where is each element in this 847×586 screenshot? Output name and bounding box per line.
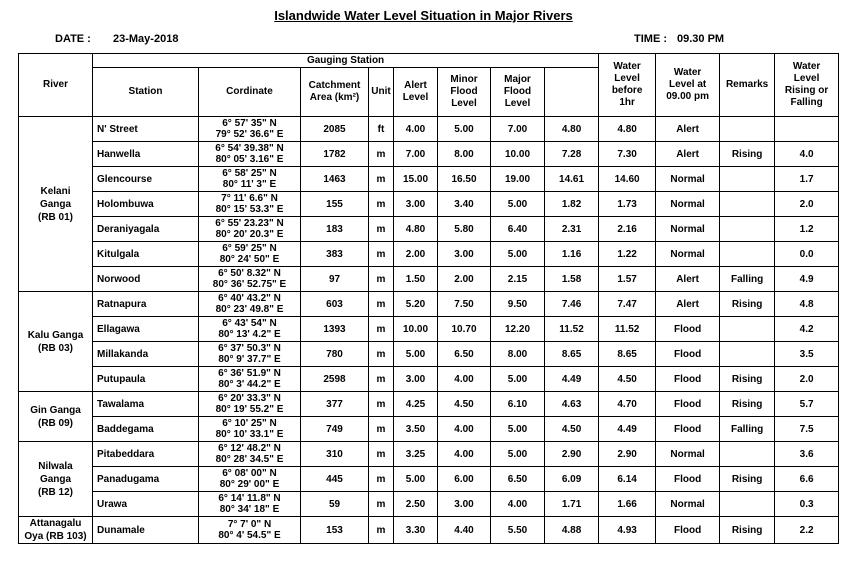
table-row xyxy=(19,417,839,442)
alert-level: 2.50 xyxy=(394,492,438,517)
remarks: Flood xyxy=(656,517,720,544)
major-flood-level: 5.00 xyxy=(491,442,545,467)
station-coordinate: 7° 11' 6.6" N 80° 15' 53.3" E xyxy=(199,192,301,217)
station-coordinate: 6° 08' 00" N 80° 29' 00" E xyxy=(199,467,301,492)
level-at-0900: 2.90 xyxy=(599,442,656,467)
rainfall-6hrs: 4.9 xyxy=(775,267,839,292)
catchment-area: 1782 xyxy=(301,142,369,167)
remarks: Flood xyxy=(656,367,720,392)
alert-level: 3.00 xyxy=(394,367,438,392)
station-coordinate: 6° 12' 48.2" N 80° 28' 34.5" E xyxy=(199,442,301,467)
rising-falling xyxy=(720,492,775,517)
table-row xyxy=(19,267,839,292)
rising-falling: Rising xyxy=(720,292,775,317)
unit: m xyxy=(369,142,394,167)
level-at-0900: 1.73 xyxy=(599,192,656,217)
level-at-0900: 7.30 xyxy=(599,142,656,167)
catchment-area: 97 xyxy=(301,267,369,292)
water-level-table xyxy=(18,53,839,544)
unit: m xyxy=(369,242,394,267)
table-row xyxy=(19,117,839,142)
level-before-1hr: 7.46 xyxy=(545,292,599,317)
minor-flood-level: 3.00 xyxy=(438,242,491,267)
table-row xyxy=(19,392,839,417)
rising-falling xyxy=(720,317,775,342)
table-row xyxy=(19,467,839,492)
station-coordinate: 6° 50' 8.32" N 80° 36' 52.75" E xyxy=(199,267,301,292)
river-name: Kalu Ganga (RB 03) xyxy=(19,292,93,392)
minor-flood-level: 4.00 xyxy=(438,442,491,467)
table-row xyxy=(19,142,839,167)
station-coordinate: 6° 36' 51.9" N 80° 3' 44.2" E xyxy=(199,367,301,392)
remarks: Alert xyxy=(656,117,720,142)
level-at-0900: 4.50 xyxy=(599,367,656,392)
station-name: Pitabeddara xyxy=(93,442,199,467)
rising-falling xyxy=(720,217,775,242)
major-flood-level: 5.00 xyxy=(491,192,545,217)
unit: m xyxy=(369,167,394,192)
rising-falling: Rising xyxy=(720,367,775,392)
rainfall-6hrs: 3.5 xyxy=(775,342,839,367)
level-at-0900: 14.60 xyxy=(599,167,656,192)
rising-falling: Falling xyxy=(720,267,775,292)
rising-falling xyxy=(720,167,775,192)
level-before-1hr: 1.16 xyxy=(545,242,599,267)
unit: m xyxy=(369,467,394,492)
unit: m xyxy=(369,192,394,217)
remarks: Flood xyxy=(656,392,720,417)
level-before-1hr: 1.71 xyxy=(545,492,599,517)
minor-flood-level: 8.00 xyxy=(438,142,491,167)
unit: m xyxy=(369,392,394,417)
alert-level: 2.00 xyxy=(394,242,438,267)
major-flood-level: 5.50 xyxy=(491,517,545,544)
major-flood-level: 7.00 xyxy=(491,117,545,142)
unit: m xyxy=(369,417,394,442)
unit: m xyxy=(369,217,394,242)
level-before-1hr: 4.80 xyxy=(545,117,599,142)
minor-flood-level: 6.50 xyxy=(438,342,491,367)
major-flood-level: 5.00 xyxy=(491,242,545,267)
catchment-area: 310 xyxy=(301,442,369,467)
station-coordinate: 6° 59' 25" N 80° 24' 50" E xyxy=(199,242,301,267)
level-before-1hr: 1.82 xyxy=(545,192,599,217)
col-coordinate: Cordinate xyxy=(199,68,301,117)
alert-level: 4.25 xyxy=(394,392,438,417)
minor-flood-level: 4.00 xyxy=(438,417,491,442)
col-catchment: Catchment Area (km²) xyxy=(301,68,369,117)
level-at-0900: 1.22 xyxy=(599,242,656,267)
table-row xyxy=(19,317,839,342)
level-at-0900: 1.57 xyxy=(599,267,656,292)
remarks: Normal xyxy=(656,442,720,467)
unit: m xyxy=(369,442,394,467)
level-before-1hr: 4.49 xyxy=(545,367,599,392)
rising-falling: Rising xyxy=(720,467,775,492)
station-name: Dunamale xyxy=(93,517,199,544)
catchment-area: 183 xyxy=(301,217,369,242)
major-flood-level: 10.00 xyxy=(491,142,545,167)
level-before-1hr: 14.61 xyxy=(545,167,599,192)
major-flood-level: 4.00 xyxy=(491,492,545,517)
rising-falling: Rising xyxy=(720,517,775,544)
rainfall-6hrs xyxy=(775,117,839,142)
remarks: Flood xyxy=(656,317,720,342)
rising-falling: Rising xyxy=(720,142,775,167)
minor-flood-level: 7.50 xyxy=(438,292,491,317)
station-name: Norwood xyxy=(93,267,199,292)
rainfall-6hrs: 2.0 xyxy=(775,367,839,392)
rainfall-6hrs: 0.0 xyxy=(775,242,839,267)
level-at-0900: 4.93 xyxy=(599,517,656,544)
alert-level: 15.00 xyxy=(394,167,438,192)
remarks: Alert xyxy=(656,292,720,317)
alert-level: 5.00 xyxy=(394,342,438,367)
station-coordinate: 6° 40' 43.2" N 80° 23' 49.8" E xyxy=(199,292,301,317)
rainfall-6hrs: 2.2 xyxy=(775,517,839,544)
unit: m xyxy=(369,292,394,317)
major-flood-level: 12.20 xyxy=(491,317,545,342)
major-flood-level: 8.00 xyxy=(491,342,545,367)
station-coordinate: 6° 57' 35" N 79° 52' 36.6" E xyxy=(199,117,301,142)
rising-falling xyxy=(720,192,775,217)
station-coordinate: 6° 43' 54" N 80° 13' 4.2" E xyxy=(199,317,301,342)
level-at-0900: 7.47 xyxy=(599,292,656,317)
table-row xyxy=(19,342,839,367)
col-rising-falling: Water Level Rising or Falling xyxy=(775,54,839,117)
level-before-1hr: 1.58 xyxy=(545,267,599,292)
level-at-0900: 4.70 xyxy=(599,392,656,417)
catchment-area: 1463 xyxy=(301,167,369,192)
catchment-area: 2085 xyxy=(301,117,369,142)
catchment-area: 445 xyxy=(301,467,369,492)
minor-flood-level: 16.50 xyxy=(438,167,491,192)
catchment-area: 1393 xyxy=(301,317,369,342)
rising-falling xyxy=(720,117,775,142)
alert-level: 7.00 xyxy=(394,142,438,167)
major-flood-level: 9.50 xyxy=(491,292,545,317)
alert-level: 3.30 xyxy=(394,517,438,544)
station-name: Baddegama xyxy=(93,417,199,442)
alert-level: 3.50 xyxy=(394,417,438,442)
table-body xyxy=(19,117,839,544)
alert-level: 3.25 xyxy=(394,442,438,467)
unit: m xyxy=(369,367,394,392)
remarks: Alert xyxy=(656,267,720,292)
time-label: TIME : xyxy=(634,33,667,45)
river-name: Kelani Ganga (RB 01) xyxy=(19,117,93,292)
catchment-area: 780 xyxy=(301,342,369,367)
remarks: Flood xyxy=(656,417,720,442)
minor-flood-level: 3.00 xyxy=(438,492,491,517)
level-before-1hr: 4.50 xyxy=(545,417,599,442)
station-name: Millakanda xyxy=(93,342,199,367)
station-name: Ellagawa xyxy=(93,317,199,342)
remarks: Normal xyxy=(656,192,720,217)
report-date: 23-May-2018 xyxy=(113,33,179,45)
catchment-area: 155 xyxy=(301,192,369,217)
river-name: Nilwala Ganga (RB 12) xyxy=(19,442,93,517)
col-unit: Unit xyxy=(369,68,394,117)
report-time: 09.30 PM xyxy=(677,33,725,45)
level-at-0900: 4.49 xyxy=(599,417,656,442)
remarks: Normal xyxy=(656,217,720,242)
level-before-1hr: 4.63 xyxy=(545,392,599,417)
alert-level: 5.00 xyxy=(394,467,438,492)
unit: m xyxy=(369,342,394,367)
major-flood-level: 6.10 xyxy=(491,392,545,417)
rising-falling: Rising xyxy=(720,392,775,417)
minor-flood-level: 5.80 xyxy=(438,217,491,242)
table-row xyxy=(19,242,839,267)
station-name: Kitulgala xyxy=(93,242,199,267)
rainfall-6hrs: 4.2 xyxy=(775,317,839,342)
station-name: Hanwella xyxy=(93,142,199,167)
station-coordinate: 6° 10' 25" N 80° 10' 33.1" E xyxy=(199,417,301,442)
major-flood-level: 6.40 xyxy=(491,217,545,242)
level-at-0900: 1.66 xyxy=(599,492,656,517)
station-coordinate: 7° 7' 0" N 80° 4' 54.5" E xyxy=(199,517,301,544)
rainfall-6hrs: 5.7 xyxy=(775,392,839,417)
catchment-area: 59 xyxy=(301,492,369,517)
rainfall-6hrs: 1.7 xyxy=(775,167,839,192)
station-name: Tawalama xyxy=(93,392,199,417)
station-coordinate: 6° 20' 33.3" N 80° 19' 55.2" E xyxy=(199,392,301,417)
level-before-1hr: 6.09 xyxy=(545,467,599,492)
minor-flood-level: 6.00 xyxy=(438,467,491,492)
major-flood-level: 2.15 xyxy=(491,267,545,292)
minor-flood-level: 4.40 xyxy=(438,517,491,544)
level-at-0900: 11.52 xyxy=(599,317,656,342)
station-coordinate: 6° 58' 25" N 80° 11' 3" E xyxy=(199,167,301,192)
alert-level: 4.00 xyxy=(394,117,438,142)
unit: m xyxy=(369,517,394,544)
col-major-flood: Major Flood Level xyxy=(491,68,545,117)
station-name: Glencourse xyxy=(93,167,199,192)
level-before-1hr: 7.28 xyxy=(545,142,599,167)
major-flood-level: 19.00 xyxy=(491,167,545,192)
alert-level: 3.00 xyxy=(394,192,438,217)
station-name: Panadugama xyxy=(93,467,199,492)
level-at-0900: 2.16 xyxy=(599,217,656,242)
alert-level: 10.00 xyxy=(394,317,438,342)
level-before-1hr: 2.31 xyxy=(545,217,599,242)
col-minor-flood: Minor Flood Level xyxy=(438,68,491,117)
catchment-area: 377 xyxy=(301,392,369,417)
table-row xyxy=(19,192,839,217)
rainfall-6hrs: 6.6 xyxy=(775,467,839,492)
col-level-at: Water Level at 09.00 pm xyxy=(656,54,720,117)
minor-flood-level: 4.00 xyxy=(438,367,491,392)
table-row xyxy=(19,442,839,467)
remarks: Normal xyxy=(656,242,720,267)
alert-level: 4.80 xyxy=(394,217,438,242)
remarks: Normal xyxy=(656,167,720,192)
major-flood-level: 6.50 xyxy=(491,467,545,492)
river-name: Gin Ganga (RB 09) xyxy=(19,392,93,442)
rainfall-6hrs: 4.8 xyxy=(775,292,839,317)
report-title: Islandwide Water Level Situation in Major Rivers xyxy=(274,8,573,23)
minor-flood-level: 4.50 xyxy=(438,392,491,417)
col-remarks: Remarks xyxy=(720,54,775,117)
station-name: Urawa xyxy=(93,492,199,517)
station-name: Holombuwa xyxy=(93,192,199,217)
station-name: Deraniyagala xyxy=(93,217,199,242)
table-row xyxy=(19,167,839,192)
level-at-0900: 6.14 xyxy=(599,467,656,492)
table-row xyxy=(19,517,839,544)
col-alert-level: Alert Level xyxy=(394,68,438,117)
remarks: Alert xyxy=(656,142,720,167)
table-row xyxy=(19,292,839,317)
alert-level: 5.20 xyxy=(394,292,438,317)
rainfall-6hrs: 3.6 xyxy=(775,442,839,467)
river-name: Attanagalu Oya (RB 103) xyxy=(19,517,93,544)
table-row xyxy=(19,492,839,517)
level-at-0900: 8.65 xyxy=(599,342,656,367)
rainfall-6hrs: 2.0 xyxy=(775,192,839,217)
remarks: Flood xyxy=(656,467,720,492)
level-before-1hr: 8.65 xyxy=(545,342,599,367)
catchment-area: 2598 xyxy=(301,367,369,392)
major-flood-level: 5.00 xyxy=(491,417,545,442)
col-gauging-station: Gauging Station xyxy=(93,54,599,68)
col-level-before: Water Level before 1hr xyxy=(599,54,656,117)
unit: m xyxy=(369,492,394,517)
station-name: Ratnapura xyxy=(93,292,199,317)
catchment-area: 603 xyxy=(301,292,369,317)
table-row xyxy=(19,367,839,392)
station-coordinate: 6° 37' 50.3" N 80° 9' 37.7" E xyxy=(199,342,301,367)
unit: m xyxy=(369,267,394,292)
station-name: Putupaula xyxy=(93,367,199,392)
rainfall-6hrs: 0.3 xyxy=(775,492,839,517)
unit: ft xyxy=(369,117,394,142)
rainfall-6hrs: 7.5 xyxy=(775,417,839,442)
minor-flood-level: 5.00 xyxy=(438,117,491,142)
alert-level: 1.50 xyxy=(394,267,438,292)
station-coordinate: 6° 14' 11.8" N 80° 34' 18" E xyxy=(199,492,301,517)
unit: m xyxy=(369,317,394,342)
col-river: River xyxy=(19,54,93,117)
catchment-area: 749 xyxy=(301,417,369,442)
level-before-1hr: 2.90 xyxy=(545,442,599,467)
col-station: Station xyxy=(93,68,199,117)
remarks: Flood xyxy=(656,342,720,367)
catchment-area: 153 xyxy=(301,517,369,544)
level-before-1hr: 11.52 xyxy=(545,317,599,342)
minor-flood-level: 10.70 xyxy=(438,317,491,342)
table-row xyxy=(19,217,839,242)
date-label: DATE : xyxy=(55,33,91,45)
catchment-area: 383 xyxy=(301,242,369,267)
minor-flood-level: 2.00 xyxy=(438,267,491,292)
rising-falling xyxy=(720,442,775,467)
remarks: Normal xyxy=(656,492,720,517)
rising-falling: Falling xyxy=(720,417,775,442)
station-coordinate: 6° 55' 23.23" N 80° 20' 20.3" E xyxy=(199,217,301,242)
minor-flood-level: 3.40 xyxy=(438,192,491,217)
rising-falling xyxy=(720,242,775,267)
station-coordinate: 6° 54' 39.38" N 80° 05' 3.16" E xyxy=(199,142,301,167)
rising-falling xyxy=(720,342,775,367)
major-flood-level: 5.00 xyxy=(491,367,545,392)
rainfall-6hrs: 1.2 xyxy=(775,217,839,242)
station-name: N' Street xyxy=(93,117,199,142)
level-before-1hr: 4.88 xyxy=(545,517,599,544)
rainfall-6hrs: 4.0 xyxy=(775,142,839,167)
level-at-0900: 4.80 xyxy=(599,117,656,142)
